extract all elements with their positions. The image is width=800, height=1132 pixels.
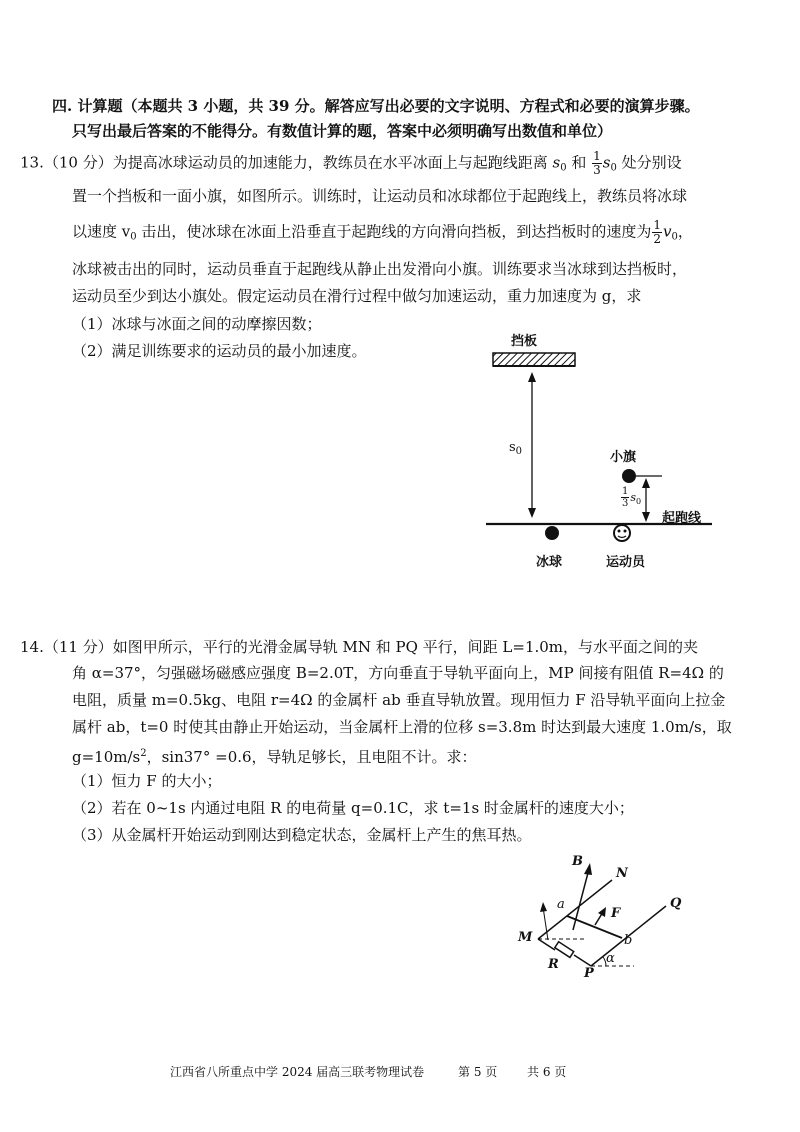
label-B: B (572, 854, 583, 869)
footer-school: 江西省八所重点中学 2024 届高三联考物理试卷 (170, 1065, 425, 1079)
q14-line-2: 角 α=37°，匀强磁场磁感应强度 B=2.0T，方向垂直于导轨平面向上，MP 间接有阻值 R=4Ω 的 (72, 664, 724, 682)
q13-line-4: 冰球被击出的同时，运动员垂直于起跑线从静止出发滑向小旗。训练要求当冰球到达挡板时， (72, 260, 688, 278)
q13-line-2: 置一个挡板和一面小旗，如图所示。训练时，让运动员和冰球都位于起跑线上，教练员将冰球 (72, 187, 688, 205)
athlete-label: 运动员 (606, 555, 646, 570)
q14-part-2: （2）若在 0~1s 内通过电阻 R 的电荷量 q=0.1C，求 t=1s 时金属杆的速度大小； (72, 799, 634, 817)
F-arrowhead (598, 907, 606, 917)
label-F: F (611, 906, 621, 921)
label-alpha: α (606, 951, 615, 966)
label-N: N (616, 866, 628, 881)
q14-line-3: 电阻，质量 m=0.5kg、电阻 r=4Ω 的金属杆 ab 垂直导轨放置。现用恒力 F 沿导轨平面向上拉金 (72, 691, 726, 709)
B-arrowhead (584, 863, 592, 875)
normal-arrowhead (540, 902, 547, 912)
q13-part-2: （2）满足训练要求的运动员的最小加速度。 (72, 342, 367, 360)
q13-line-3: 以速度 $v_0$ 击出，使冰球在冰面上沿垂直于起跑线的方向滑向挡板，到达挡板时的速度为 $\frac{1}{2}$ $v_0$， (72, 218, 693, 246)
q14-part-3: （3）从金属杆开始运动到刚达到稳定状态，金属杆上产生的焦耳热。 (72, 826, 532, 844)
board-label: 挡板 (511, 334, 538, 349)
resistor-R (555, 942, 574, 958)
footer-page: 第 5 页 (458, 1065, 498, 1079)
wire-M (538, 939, 555, 950)
third-s0-label: $\frac{1}{3}$ $s_0$ (622, 486, 642, 509)
label-R: R (548, 957, 559, 972)
q13-part-1: （1）冰球与冰面之间的动摩擦因数； (72, 315, 322, 333)
start-line-label: 起跑线 (662, 511, 702, 526)
q14-line-4: 属杆 ab，t=0 时使其由静止开始运动，当金属杆上滑的位移 s=3.8m 时达到最大速度 1.0m/s，取 (72, 718, 732, 736)
wire-P (574, 955, 591, 966)
section-title: 四. 计算题（本题共 3 小题，共 39 分。解答应写出必要的文字说明、方程式和必要的演算步骤。 (52, 97, 700, 115)
label-P: P (584, 966, 594, 981)
label-M: M (518, 930, 533, 945)
label-a: a (557, 897, 565, 912)
s0-label: $s_0$ (509, 440, 523, 457)
q14-part-1: （1）恒力 F 的大小； (72, 772, 222, 790)
footer-total: 共 6 页 (527, 1065, 567, 1079)
q13-line-1: 13.（10 分）为提高冰球运动员的加速能力，教练员在水平冰面上与起跑线距离 $s_0$ 和 $\frac{1}{3}$ $s_0$ 处分别设 (20, 149, 682, 177)
section-title-cont: 只写出最后答案的不能得分。有数值计算的题，答案中必须明确写出数值和单位） (72, 122, 613, 140)
flag-label: 小旗 (610, 450, 637, 465)
q13-line-5: 运动员至少到达小旗处。假定运动员在滑行过程中做匀加速运动，重力加速度为 g，求 (72, 287, 642, 305)
puck-label: 冰球 (536, 555, 563, 570)
label-b: b (624, 933, 633, 948)
label-Q: Q (670, 896, 682, 911)
q14-line-5: $g=10m/s^2$，sin37° =0.6，导轨足够长，且电阻不计。求： (72, 748, 477, 766)
q14-line-1: 14.（11 分）如图甲所示，平行的光滑金属导轨 MN 和 PQ 平行，间距 L=1.0m，与水平面之间的夹 (20, 638, 699, 656)
